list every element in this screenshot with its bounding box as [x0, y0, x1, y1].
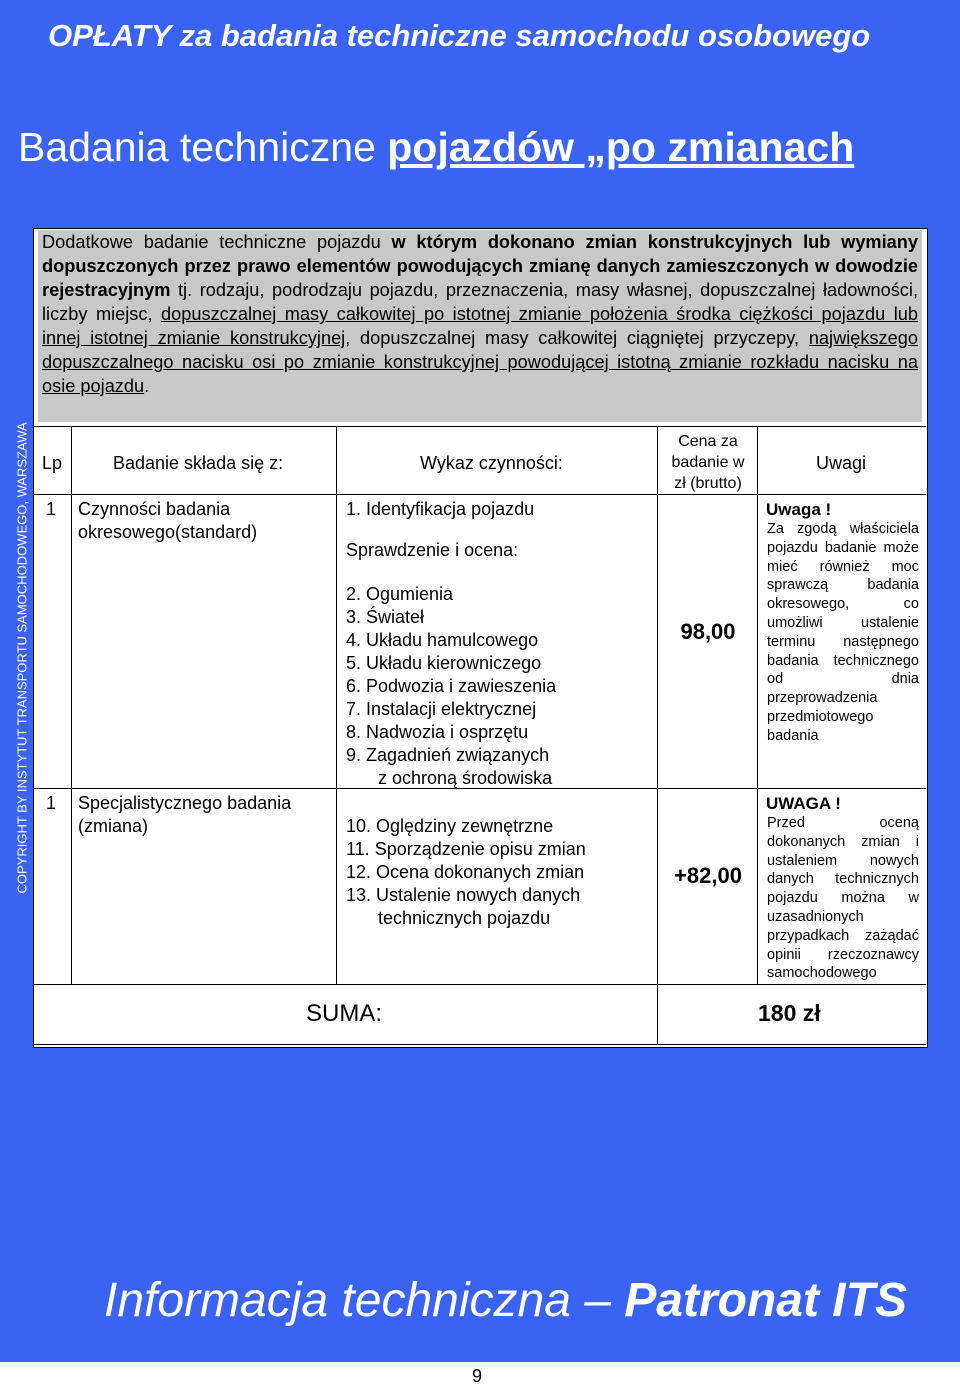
- intro-part4: dopuszczalnej masy całkowitej po istotnej zmianie położenia środka ciężkości pojazdu lub innej istotnej zmianie konstrukcyjnej: [42, 304, 918, 348]
- list-item: technicznych pojazdu: [378, 908, 551, 928]
- header-badanie: Badanie składa się z:: [113, 453, 284, 473]
- subtitle: [18, 124, 854, 171]
- list-item: 3. Świateł: [346, 607, 425, 627]
- intro-part7: .: [144, 376, 150, 396]
- list-item: z ochroną środowiska: [378, 768, 553, 788]
- intro-part1: Dodatkowe badanie techniczne pojazdu: [42, 232, 392, 252]
- footer-brand: Patronat ITS: [624, 1274, 907, 1327]
- header-wykaz: Wykaz czynności:: [420, 453, 563, 473]
- intro-paragraph: [38, 230, 922, 422]
- col-divider-price: [757, 426, 758, 984]
- row1-lp: 1: [46, 499, 57, 519]
- list-item: 2. Ogumienia: [346, 584, 454, 604]
- list-item: 4. Układu hamulcowego: [346, 630, 539, 650]
- intro-part3: tj. rodzaju, podrodzaju pojazdu, przeznaczenia, masy własnej, dopuszczalnej ładowności, liczby miejsc,: [42, 280, 918, 324]
- page-title: OPŁATY za badania techniczne samochodu osobowego: [48, 18, 871, 53]
- list-item: 6. Podwozia i zawieszenia: [346, 676, 557, 696]
- row1-price: 98,00: [680, 619, 736, 644]
- table-sum-border: [34, 984, 926, 985]
- header-cena-line3: zł (brutto): [674, 475, 742, 492]
- header-uwagi: Uwagi: [816, 453, 867, 473]
- row2-lp: 1: [46, 793, 57, 813]
- row1-note: Za zgodą właściciela pojazdu badanie może mieć również moc sprawczą badania okresowego, co umożliwi ustalenie terminu następnego badania technicznego od dnia przeprowadzenia przedmiotowego badania: [767, 521, 919, 744]
- row1-sprawdzenie: Sprawdzenie i ocena:: [346, 540, 519, 560]
- header-cena: [660, 431, 756, 494]
- intro-part2: w którym dokonano zmian konstrukcyjnych lub wymiany dopuszczonych przez prawo elementów powodujących zmianę danych zamieszczonych w dowodzie rejestracyjnym: [42, 232, 918, 300]
- footer-text: Informacja techniczna –: [104, 1274, 625, 1327]
- list-item: 13. Ustalenie nowych danych: [346, 885, 581, 905]
- table-header-border: [34, 494, 926, 495]
- header-lp: Lp: [42, 453, 63, 473]
- intro-part6: największego dopuszczalnego nacisku osi po zmianie konstrukcyjnej powodującej istotną zmianie rozkładu nacisku na osie pojazdu: [42, 328, 918, 396]
- row2-items: [346, 815, 586, 930]
- list-item: 9. Zagadnień związanych: [346, 745, 550, 765]
- list-item: 7. Instalacji elektrycznej: [346, 699, 537, 719]
- row1-note-title: Uwaga !: [766, 500, 832, 519]
- copyright-notice: COPYRIGHT BY INSTYTUT TRANSPORTU SAMOCHODOWEGO, WARSZAWA: [14, 422, 30, 894]
- table-top-border: [34, 426, 926, 427]
- row2-name: Specjalistycznego badania (zmiana): [78, 793, 292, 836]
- list-item: 8. Nadwozia i osprzętu: [346, 722, 529, 742]
- col-divider-name: [336, 426, 337, 984]
- sum-label: SUMA:: [306, 1000, 383, 1027]
- row2-note: Przed oceną dokonanych zmian i ustaleniem nowych danych technicznych pojazdu można w uzasadnionych przypadkach zażądać opinii rzeczoznawcy samochodowego: [767, 815, 919, 982]
- subtitle-emphasis: pojazdów „po zmianach: [387, 124, 855, 170]
- row1-items: [346, 583, 556, 790]
- row1-item-top: 1. Identyfikacja pojazdu: [346, 499, 535, 519]
- list-item: 12. Ocena dokonanych zmian: [346, 862, 585, 882]
- list-item: 10. Oględziny zewnętrzne: [346, 816, 554, 836]
- table-bottom-border: [34, 1044, 926, 1045]
- list-item: 11. Sporządzenie opisu zmian: [346, 839, 586, 859]
- subtitle-prefix: Badania techniczne: [18, 124, 388, 170]
- row2-note-title: UWAGA !: [766, 794, 841, 813]
- row2-price: +82,00: [674, 863, 742, 888]
- header-cena-line2: badanie w: [671, 454, 745, 471]
- intro-part5: , dopuszczalnej masy całkowitej ciągniętej przyczepy,: [345, 328, 809, 348]
- col-divider-list: [657, 426, 658, 1044]
- row1-name: Czynności badania okresowego(standard): [78, 499, 258, 542]
- footer-banner: [104, 1273, 907, 1328]
- list-item: 5. Układu kierowniczego: [346, 653, 542, 673]
- page-number: 9: [472, 1366, 483, 1386]
- header-cena-line1: Cena za: [678, 433, 738, 450]
- sum-value: 180 zł: [758, 1000, 821, 1026]
- col-divider-lp: [71, 426, 72, 984]
